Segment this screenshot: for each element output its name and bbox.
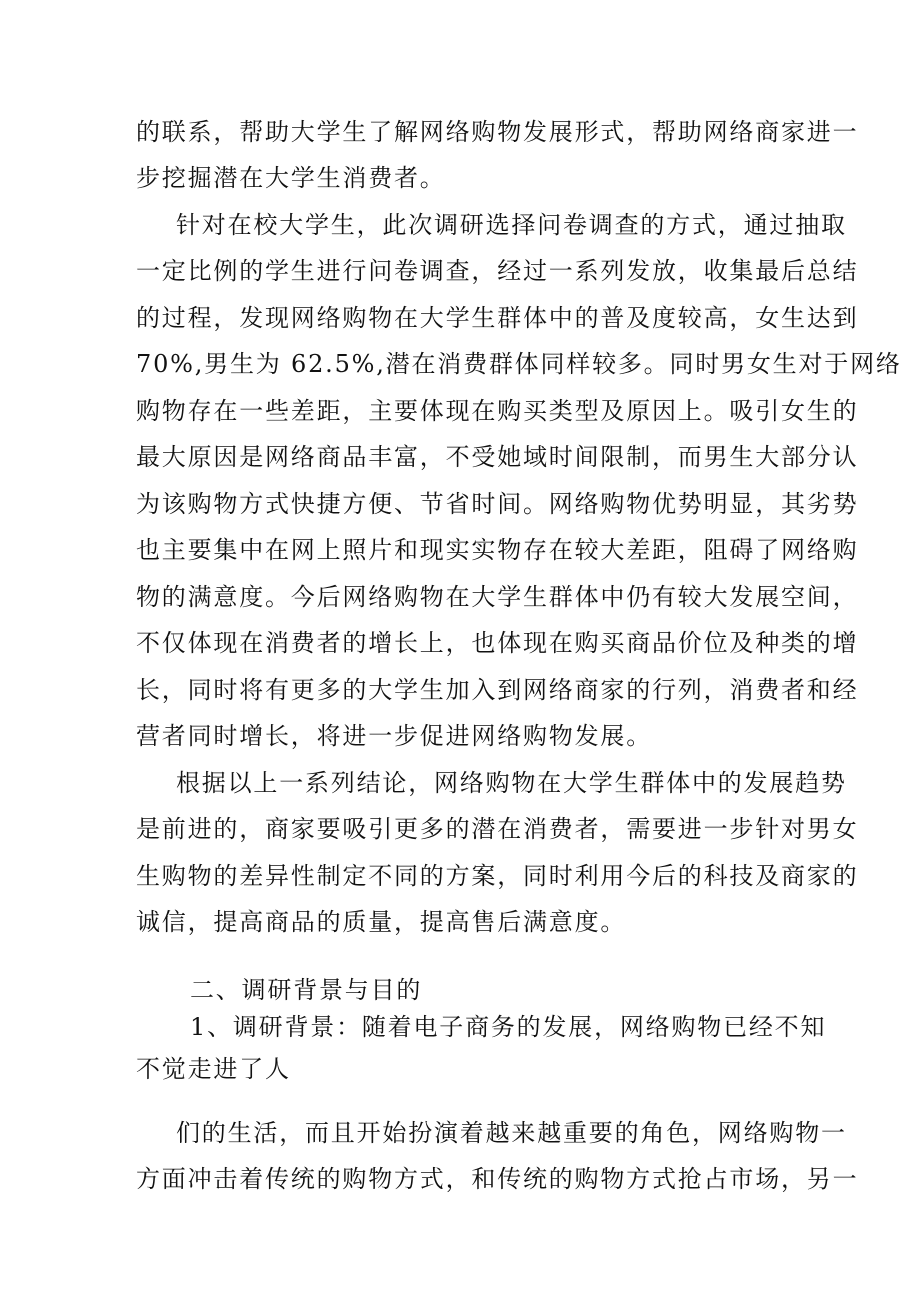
paragraph-text: 步挖掘潜在大学生消费者。 — [136, 164, 446, 192]
paragraph-text: 长，同时将有更多的大学生加入到网络商家的行列，消费者和经 — [136, 676, 859, 704]
paragraph-text: 针对在校大学生，此次调研选择问卷调查的方式，通过抽取 — [176, 211, 847, 239]
paragraph-text: 的联系，帮助大学生了解网络购物发展形式，帮助网络商家进一 — [136, 118, 859, 146]
paragraph-text: 一定比例的学生进行问卷调查，经过一系列发放，收集最后总结 — [136, 257, 859, 285]
paragraph-text: 方面冲击着传统的购物方式，和传统的购物方式抢占市场，另一 — [136, 1165, 859, 1193]
paragraph-text: 是前进的，商家要吸引更多的潜在消费者，需要进一步针对男女 — [136, 815, 859, 843]
paragraph-text: 生购物的差异性制定不同的方案，同时利用今后的科技及商家的 — [136, 862, 859, 890]
paragraph-text: 根据以上一系列结论，网络购物在大学生群体中的发展趋势 — [176, 769, 847, 797]
paragraph-text: 不仅体现在消费者的增长上，也体现在购买商品价位及种类的增 — [136, 629, 859, 657]
section-heading: 二、调研背景与目的 — [190, 976, 423, 1004]
subsection-heading: 1、调研背景：随着电子商务的发展，网络购物已经不知 — [190, 1013, 827, 1041]
paragraph-text: 们的生活，而且开始扮演着越来越重要的角色，网络购物一 — [176, 1119, 847, 1147]
paragraph-text: 购物存在一些差距，主要体现在购买类型及原因上。吸引女生的 — [136, 397, 859, 425]
paragraph-text: 为该购物方式快捷方便、节省时间。网络购物优势明显，其劣势 — [136, 490, 859, 518]
paragraph-text: 不觉走进了人 — [136, 1055, 291, 1083]
paragraph-text: 70%,男生为 62.5%,潜在消费群体同样较多。同时男女生对于网络 — [136, 350, 902, 378]
paragraph-text: 诚信，提高商品的质量，提高售后满意度。 — [136, 908, 627, 936]
paragraph-text: 的过程，发现网络购物在大学生群体中的普及度较高，女生达到 — [136, 304, 859, 332]
paragraph-text: 物的满意度。今后网络购物在大学生群体中仍有较大发展空间， — [136, 583, 859, 611]
paragraph-text: 最大原因是网络商品丰富，不受她域时间限制，而男生大部分认 — [136, 443, 859, 471]
paragraph-text: 也主要集中在网上照片和现实实物存在较大差距，阻碍了网络购 — [136, 536, 859, 564]
paragraph-text: 营者同时增长，将进一步促进网络购物发展。 — [136, 722, 652, 750]
